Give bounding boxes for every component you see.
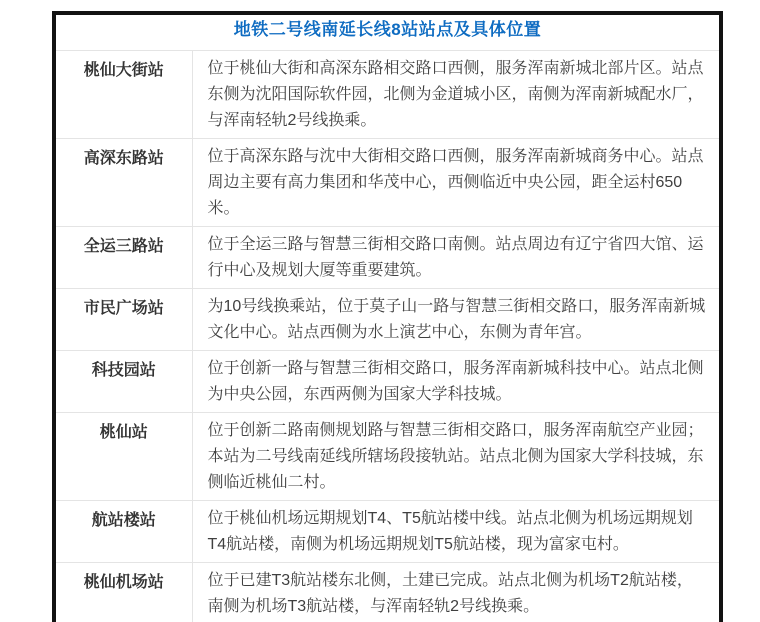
table-row bbox=[54, 500, 721, 562]
station-name-cell: 桃仙大街站 bbox=[54, 50, 192, 138]
table-row bbox=[54, 562, 721, 622]
station-name-cell: 桃仙站 bbox=[54, 412, 192, 500]
station-name-cell: 全运三路站 bbox=[54, 226, 192, 288]
metro-station-table bbox=[52, 11, 723, 622]
table-row bbox=[54, 288, 721, 350]
station-name-cell: 高深东路站 bbox=[54, 138, 192, 226]
station-name-cell: 市民广场站 bbox=[54, 288, 192, 350]
station-name-cell: 科技园站 bbox=[54, 350, 192, 412]
table-row bbox=[54, 350, 721, 412]
station-name-cell: 桃仙机场站 bbox=[54, 562, 192, 622]
table-row bbox=[54, 412, 721, 500]
station-description-cell: 位于桃仙机场远期规划T4、T5航站楼中线。站点北侧为机场远期规划T4航站楼，南侧为机场远期规划T5航站楼，现为富家屯村。 bbox=[192, 500, 721, 562]
table-row bbox=[54, 50, 721, 138]
table-title: 地铁二号线南延长线8站站点及具体位置 bbox=[54, 13, 721, 50]
station-description-cell: 位于已建T3航站楼东北侧，土建已完成。站点北侧为机场T2航站楼，南侧为机场T3航站楼，与浑南轻轨2号线换乘。 bbox=[192, 562, 721, 622]
station-description-cell: 位于创新一路与智慧三街相交路口，服务浑南新城科技中心。站点北侧为中央公园，东西两侧为国家大学科技城。 bbox=[192, 350, 721, 412]
station-description-cell: 位于高深东路与沈中大街相交路口西侧，服务浑南新城商务中心。站点周边主要有高力集团和华茂中心，西侧临近中央公园，距全运村650米。 bbox=[192, 138, 721, 226]
station-description-cell: 位于全运三路与智慧三街相交路口南侧。站点周边有辽宁省四大馆、运行中心及规划大厦等重要建筑。 bbox=[192, 226, 721, 288]
station-description-cell: 位于桃仙大街和高深东路相交路口西侧，服务浑南新城北部片区。站点东侧为沈阳国际软件园，北侧为金道城小区，南侧为浑南新城配水厂，与浑南轻轨2号线换乘。 bbox=[192, 50, 721, 138]
station-description-cell: 位于创新二路南侧规划路与智慧三街相交路口，服务浑南航空产业园；本站为二号线南延线所辖场段接轨站。站点北侧为国家大学科技城，东侧临近桃仙二村。 bbox=[192, 412, 721, 500]
station-name-cell: 航站楼站 bbox=[54, 500, 192, 562]
station-description-cell: 为10号线换乘站，位于莫子山一路与智慧三街相交路口，服务浑南新城文化中心。站点西侧为水上演艺中心，东侧为青年宫。 bbox=[192, 288, 721, 350]
table-row bbox=[54, 138, 721, 226]
table-row bbox=[54, 226, 721, 288]
table-title-row bbox=[54, 13, 721, 50]
